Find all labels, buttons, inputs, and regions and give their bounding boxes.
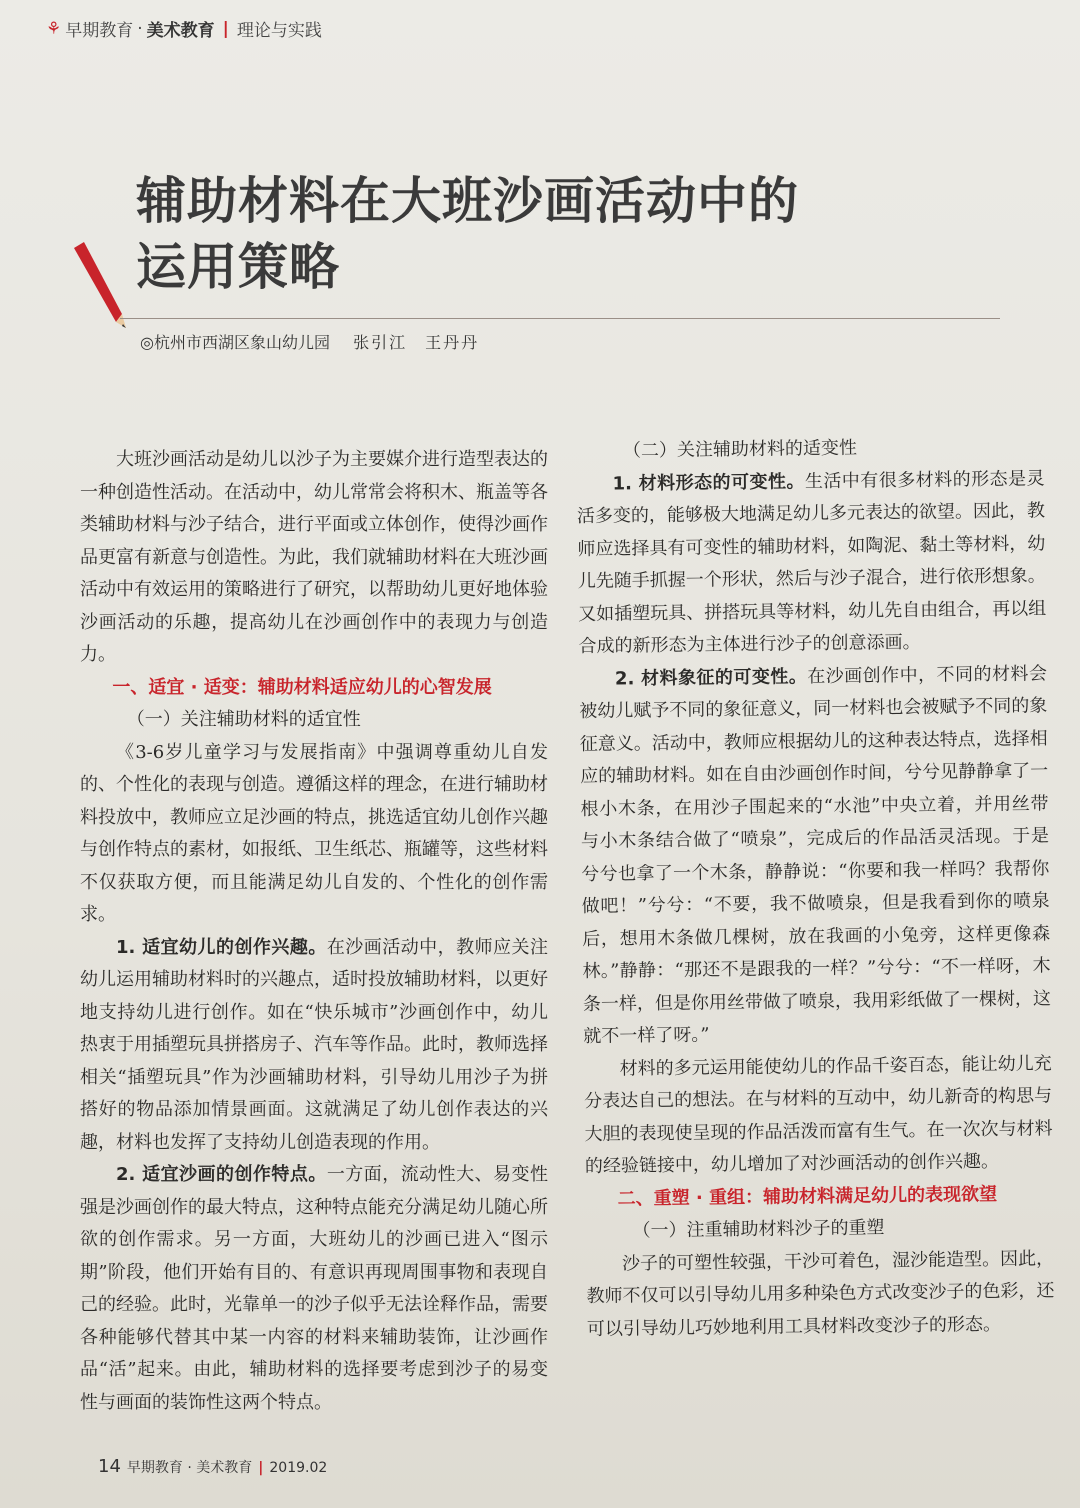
page-number: 14 bbox=[98, 1456, 121, 1477]
article-title-line1: 辅助材料在大班沙画活动中的 bbox=[136, 172, 799, 230]
footer-divider: | bbox=[258, 1460, 264, 1476]
paragraph-right-item-1 bbox=[576, 463, 1046, 664]
section-heading-1: 一、适宜 · 适变：辅助材料适应幼儿的心智发展 bbox=[112, 676, 492, 698]
paragraph-right-item-2 bbox=[579, 658, 1052, 1054]
left-column bbox=[80, 444, 548, 1419]
paragraph-summary: 材料的多元运用能使幼儿的作品千姿百态，能让幼儿充分表达自己的想法。在与材料的互动中，幼儿新奇的构思与大胆的表现使呈现的作品活泼而富有生气。在一次次与材料的经验链接中，幼儿增加了对沙画活动的创作兴趣。 bbox=[584, 1052, 1053, 1177]
right-item-1-lead: 1. 材料形态的可变性。 bbox=[612, 470, 806, 495]
intro-paragraph: 大班沙画活动是幼儿以沙子为主要媒介进行造型表达的一种创造性活动。在活动中，幼儿常常会将积木、瓶盖等各类辅助材料与沙子结合，进行平面或立体创作，使得沙画作品更富有新意与创造性。为此，我们就辅助材料在大班沙画活动中有效运用的策略进行了研究，以帮助幼儿更好地体验沙画活动的乐趣，提高幼儿在沙画创作中的表现力与创造力。 bbox=[80, 449, 548, 665]
running-head bbox=[46, 16, 322, 41]
item-2-lead: 2. 适宜沙画的创作特点。 bbox=[116, 1164, 327, 1185]
paragraph-item-2 bbox=[80, 1159, 548, 1419]
paragraph-last: 沙子的可塑性较强，干沙可着色，湿沙能造型。因此，教师不仅可以引导幼儿用多种染色方式改变沙子的色彩，还可以引导幼儿巧妙地利用工具材料改变沙子的形态。 bbox=[586, 1247, 1055, 1340]
subheading-2-1: （一）注重辅助材料沙子的重塑 bbox=[632, 1217, 885, 1242]
running-head-column: 理论与实践 bbox=[236, 21, 322, 41]
running-head-section: 美术教育 bbox=[146, 21, 215, 41]
title-rule bbox=[120, 318, 1000, 319]
running-head-dot: · bbox=[137, 18, 143, 39]
running-head-divider: | bbox=[222, 18, 229, 39]
journal-logo-icon: ⚘ bbox=[46, 18, 62, 39]
item-1-lead: 1. 适宜幼儿的创作兴趣。 bbox=[116, 936, 327, 958]
page-footer bbox=[98, 1456, 327, 1477]
affiliation: ◎杭州市西湖区象山幼儿园 bbox=[140, 333, 330, 352]
right-column bbox=[576, 430, 1055, 1346]
article-title bbox=[136, 168, 996, 300]
byline bbox=[140, 330, 479, 353]
item-2-text: 一方面，流动性大、易变性强是沙画创作的最大特点，这种特点能充分满足幼儿随心所欲的创作需求。另一方面，大班幼儿的沙画已进入“图示期”阶段，他们开始有目的、有意识再现周围事物和表现自己的经验。此时，光靠单一的沙子似乎无法诠释作品，需要各种能够代替其中某一内容的材料来辅助装饰，让沙画作品“活”起来。由此，辅助材料的选择要考虑到沙子的易变性与画面的装饰性这两个特点。 bbox=[80, 1164, 548, 1413]
subheading-1-1: （一）关注辅助材料的适宜性 bbox=[126, 709, 361, 730]
right-item-2-lead: 2. 材料象征的可变性。 bbox=[614, 665, 808, 690]
article-title-line2: 运用策略 bbox=[136, 238, 340, 296]
pencil-icon bbox=[70, 240, 130, 330]
footer-journal: 早期教育 · 美术教育 bbox=[126, 1460, 253, 1476]
subheading-1-2: （二）关注辅助材料的适变性 bbox=[622, 437, 858, 462]
footer-date: 2019.02 bbox=[269, 1460, 328, 1476]
section-heading-2: 二、重塑 · 重组：辅助材料满足幼儿的表现欲望 bbox=[617, 1183, 998, 1210]
right-item-2-text: 在沙画创作中，不同的材料会被幼儿赋予不同的象征意义，同一材料也会被赋予不同的象征意义。活动中，教师应根据幼儿的这种表达特点，选择相应的辅助材料。如在自由沙画创作时间，兮兮见静静拿了一根小木条，在用沙子围起来的“水池”中央立着，并用丝带与小木条结合做了“喷泉”，完成后的作品活灵活现。于是兮兮也拿了一个木条，静静说：“你要和我一样吗？我帮你做吧！”兮兮：“不要，我不做喷泉，但是我看到你的喷泉后，想用木条做几棵树，放在我画的小兔旁，这样更像森林。”静静：“那还不是跟我的一样？”兮兮：“不一样呀，木条一样，但是你用丝带做了喷泉，我用彩纸做了一棵树，这就不一样了呀。” bbox=[579, 662, 1052, 1047]
paragraph-item-1 bbox=[80, 932, 548, 1160]
paragraph-guideline: 《3-6岁儿童学习与发展指南》中强调尊重幼儿自发的、个性化的表现与创造。遵循这样的理念，在进行辅助材料投放中，教师应立足沙画的特点，挑选适宜幼儿创作兴趣与创作特点的素材，如报纸、卫生纸芯、瓶罐等，这些材料不仅获取方便，而且能满足幼儿自发的、个性化的创作需求。 bbox=[80, 741, 548, 925]
running-head-journal: 早期教育 bbox=[65, 21, 134, 41]
item-1-text: 在沙画活动中，教师应关注幼儿运用辅助材料时的兴趣点，适时投放辅助材料，以更好地支持幼儿进行创作。如在“快乐城市”沙画创作中，幼儿热衷于用插塑玩具拼搭房子、汽车等作品。此时，教师选择相关“插塑玩具”作为沙画辅助材料，引导幼儿用沙子为拼搭好的物品添加情景画面。这就满足了幼儿创作表达的兴趣，材料也发挥了支持幼儿创造表现的作用。 bbox=[80, 936, 548, 1153]
right-item-1-text: 生活中有很多材料的形态是灵活多变的，能够极大地满足幼儿多元表达的欲望。因此，教师应选择具有可变性的辅助材料，如陶泥、黏土等材料，幼儿先随手抓握一个形状，然后与沙子混合，进行依形想象。又如插塑玩具、拼搭玩具等材料，幼儿先自由组合，再以组合成的新形态为主体进行沙子的创意添画。 bbox=[576, 467, 1047, 657]
authors: 张引江 王丹丹 bbox=[353, 333, 480, 352]
